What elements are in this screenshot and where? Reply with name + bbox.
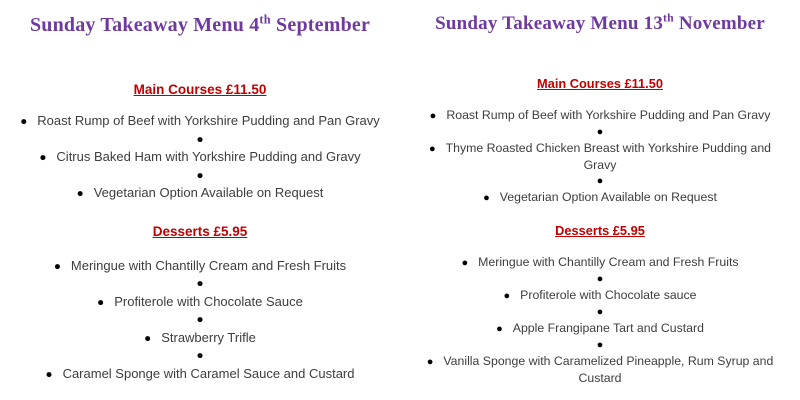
menu-item [412, 254, 788, 271]
bullet-separator: ● [596, 273, 604, 285]
main-courses-list [12, 112, 388, 203]
menu-item [12, 293, 388, 312]
menu-item [12, 112, 388, 131]
menu-item [12, 148, 388, 167]
menu-item [12, 365, 388, 384]
bullet-separator: ● [596, 175, 604, 187]
menu-item [12, 257, 388, 276]
menu-item-label: Profiterole with Chocolate sauce [520, 288, 697, 302]
bullet-icon: ● [503, 290, 511, 302]
bullet-icon: ● [20, 115, 28, 128]
title-text: November [673, 13, 765, 34]
bullet-icon: ● [483, 192, 490, 204]
bullet-separator: ● [196, 277, 204, 290]
menu-item-label: Meringue with Chantilly Cream and Fresh Fruits [70, 257, 347, 273]
menu-item [412, 353, 788, 386]
menu-item [412, 107, 788, 124]
bullet-icon: ● [429, 110, 437, 122]
bullet-separator: ● [596, 126, 604, 138]
title-text: Sunday Takeaway Menu 13 [435, 13, 664, 34]
menu-item-label: Vegetarian Option Available on Request [499, 190, 717, 204]
section-heading-main-courses: Main Courses £11.50 [133, 82, 267, 97]
menu-item-label: Roast Rump of Beef with Yorkshire Pudding and Pan Gravy [37, 113, 380, 128]
bullet-separator: ● [196, 168, 204, 182]
bullet-icon: ● [461, 257, 469, 269]
menu-item-label: Citrus Baked Ham with Yorkshire Pudding and Gravy [56, 149, 361, 164]
section-heading-desserts: Desserts £5.95 [555, 223, 645, 238]
section-heading-desserts: Desserts £5.95 [152, 223, 248, 239]
bullet-icon: ● [39, 151, 47, 164]
menu-title-september [12, 13, 388, 37]
menu-item-label: Vegetarian Option Available on Request [93, 185, 324, 200]
menu-item-label: Caramel Sponge with Caramel Sauce and Custard [62, 365, 355, 381]
menu-item [412, 140, 788, 173]
menu-column-november [400, 0, 800, 400]
menu-item-label: Thyme Roasted Chicken Breast with Yorkshire Pudding and Gravy [445, 141, 772, 172]
bullet-icon: ● [97, 295, 105, 309]
title-ordinal-suffix: th [259, 12, 271, 27]
menu-item-label: Strawberry Trifle [161, 329, 256, 345]
bullet-separator: ● [596, 339, 604, 351]
bullet-icon: ● [144, 331, 152, 345]
title-ordinal-suffix: th [663, 11, 674, 25]
menu-title-november [412, 12, 788, 35]
desserts-list [412, 254, 788, 386]
menu-item-label: Vanilla Sponge with Caramelized Pineapple, Rum Syrup and Custard [443, 354, 774, 385]
menu-item [12, 184, 388, 203]
menu-item [412, 320, 788, 337]
bullet-icon: ● [426, 356, 434, 368]
menu-item-label: Apple Frangipane Tart and Custard [512, 321, 704, 335]
bullet-icon: ● [53, 259, 61, 273]
desserts-list [12, 257, 388, 384]
section-heading-main-courses: Main Courses £11.50 [537, 76, 663, 91]
title-text: Sunday Takeaway Menu 4 [29, 14, 260, 36]
bullet-separator: ● [196, 313, 204, 326]
bullet-separator: ● [196, 349, 204, 362]
bullet-icon: ● [428, 143, 436, 155]
bullet-icon: ● [76, 187, 84, 200]
title-text: September [270, 14, 371, 36]
bullet-separator: ● [196, 132, 204, 146]
menu-item-label: Profiterole with Chocolate Sauce [114, 293, 303, 309]
bullet-icon: ● [45, 367, 53, 381]
menu-item [412, 189, 788, 206]
menu-item-label: Meringue with Chantilly Cream and Fresh Fruits [478, 255, 739, 269]
main-courses-list [412, 107, 788, 206]
menu-item-label: Roast Rump of Beef with Yorkshire Pudding and Pan Gravy [446, 108, 771, 122]
menu-item [12, 329, 388, 348]
menu-item [412, 287, 788, 304]
bullet-icon: ● [496, 323, 503, 335]
bullet-separator: ● [596, 306, 604, 318]
